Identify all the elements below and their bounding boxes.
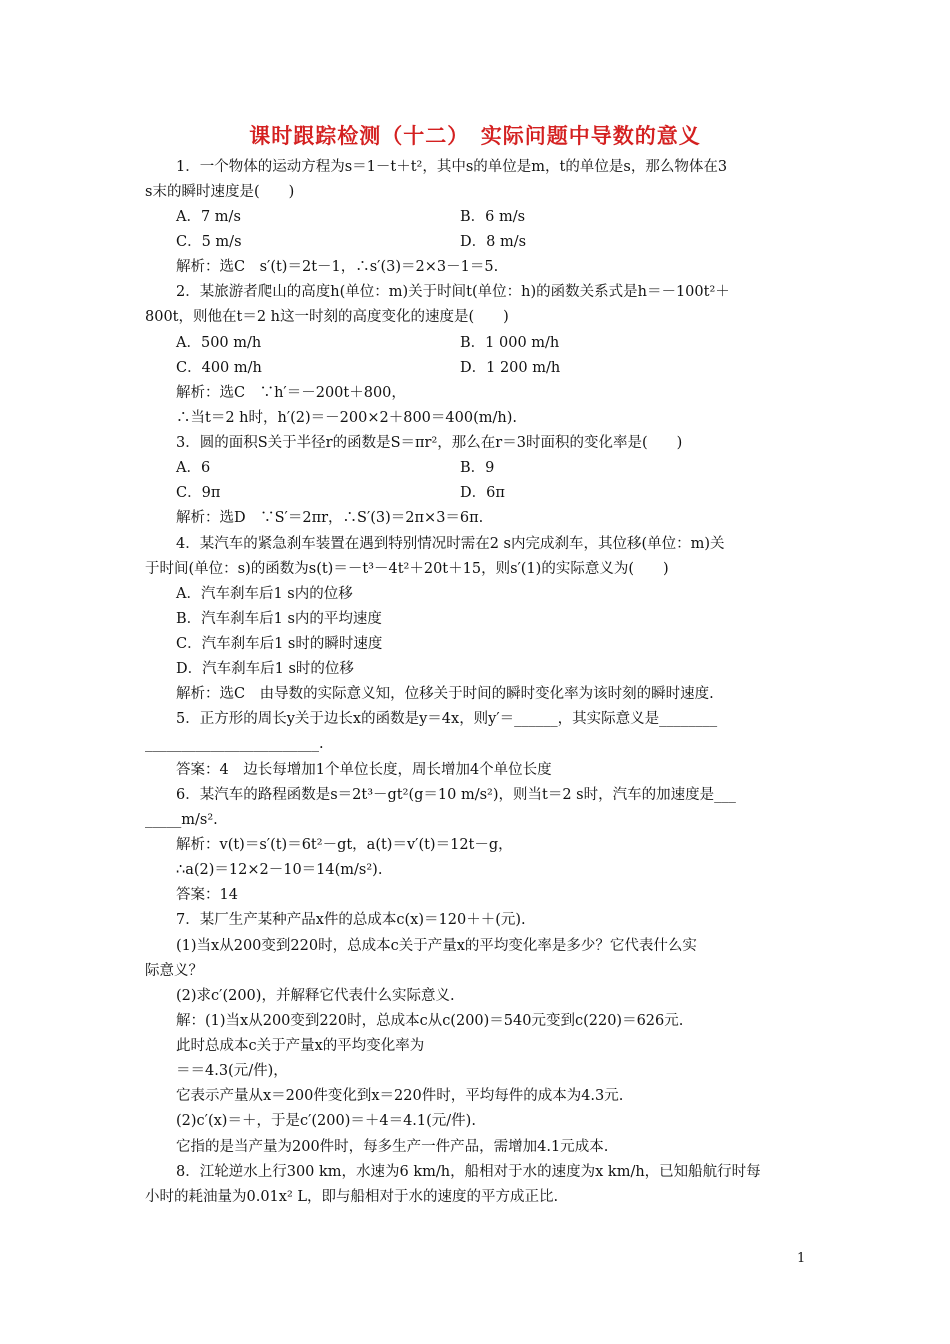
question-8-text-cont: 小时的耗油量为0.01x² L，即与船相对于水的速度的平方成正比. bbox=[145, 1189, 559, 1205]
question-7-text: 7．某厂生产某种产品x件的总成本c(x)＝120＋＋(元). bbox=[176, 912, 526, 928]
question-1-text-cont: s末的瞬时速度是( ) bbox=[145, 184, 295, 200]
solution-6: 解析：v(t)＝s′(t)＝6t²－gt，a(t)＝v′(t)＝12t－g， bbox=[176, 837, 513, 853]
solution-4: 解析：选C 由导数的实际意义知，位移关于时间的瞬时变化率为该时刻的瞬时速度. bbox=[176, 686, 714, 702]
question-4-text: 4．某汽车的紧急刹车装置在遇到特别情况时需在2 s内完成刹车，其位移(单位：m)关 bbox=[176, 536, 725, 552]
question-5-text-cont: ________________________. bbox=[145, 736, 324, 752]
option-d: D．汽车刹车后1 s时的位移 bbox=[176, 661, 354, 677]
solution-7-line: 此时总成本c关于产量x的平均变化率为 bbox=[176, 1038, 425, 1054]
question-3-text: 3．圆的面积S关于半径r的函数是S＝πr²，那么在r＝3时面积的变化率是( ) bbox=[176, 435, 683, 451]
solution-1: 解析：选C s′(t)＝2t－1，∴s′(3)＝2×3－1＝5. bbox=[176, 259, 499, 275]
option-c: C．汽车刹车后1 s时的瞬时速度 bbox=[176, 636, 383, 652]
question-7-part-1: (1)当x从200变到220时，总成本c关于产量x的平均变化率是多少？它代表什么实 bbox=[176, 938, 697, 954]
option-b: B．汽车刹车后1 s内的平均速度 bbox=[176, 611, 382, 627]
answer-6: 答案：14 bbox=[176, 887, 238, 903]
option-d: D．6π bbox=[460, 485, 505, 501]
option-b: B．9 bbox=[460, 460, 495, 476]
option-c: C．9π bbox=[176, 485, 221, 501]
question-2-text: 2．某旅游者爬山的高度h(单位：m)关于时间t(单位：h)的函数关系式是h＝－100t²＋ bbox=[176, 284, 730, 300]
solution-2: 解析：选C ∵h′＝－200t＋800， bbox=[176, 385, 406, 401]
option-c: C．5 m/s bbox=[176, 234, 242, 250]
question-7-part-1-cont: 际意义？ bbox=[145, 963, 203, 979]
question-2-text-cont: 800t，则他在t＝2 h这一时刻的高度变化的速度是( ) bbox=[145, 309, 509, 325]
question-6-text: 6．某汽车的路程函数是s＝2t³－gt²(g＝10 m/s²)，则当t＝2 s时，汽车的加速度是___ bbox=[176, 787, 736, 803]
question-7-part-2: (2)求c′(200)，并解释它代表什么实际意义. bbox=[176, 988, 455, 1004]
option-b: B．6 m/s bbox=[460, 209, 526, 225]
option-a: A．汽车刹车后1 s内的位移 bbox=[176, 586, 353, 602]
option-a: A．6 bbox=[176, 460, 211, 476]
option-a: A．7 m/s bbox=[176, 209, 241, 225]
solution-7-line: (2)c′(x)＝＋，于是c′(200)＝＋4＝4.1(元/件). bbox=[176, 1113, 476, 1129]
question-5-text: 5．正方形的周长y关于边长x的函数是y＝4x，则y′＝______，其实际意义是________ bbox=[176, 711, 718, 727]
option-d: D．8 m/s bbox=[460, 234, 527, 250]
option-a: A．500 m/h bbox=[176, 335, 262, 351]
option-c: C．400 m/h bbox=[176, 360, 262, 376]
solution-7-line: 它表示产量从x＝200件变化到x＝220件时，平均每件的成本为4.3元. bbox=[176, 1088, 624, 1104]
question-1-text: 1．一个物体的运动方程为s＝1－t＋t²，其中s的单位是m，t的单位是s，那么物体在3 bbox=[176, 159, 728, 175]
option-b: B．1 000 m/h bbox=[460, 335, 560, 351]
answer-5: 答案：4 边长每增加1个单位长度，周长增加4个单位长度 bbox=[176, 762, 552, 778]
solution-7-line: ＝＝4.3(元/件)， bbox=[176, 1063, 288, 1079]
solution-2-cont: ∴当t＝2 h时，h′(2)＝－200×2＋800＝400(m/h). bbox=[176, 410, 517, 426]
solution-7: 解：(1)当x从200变到220时，总成本c从c(200)＝540元变到c(220)＝626元. bbox=[176, 1013, 684, 1029]
solution-3: 解析：选D ∵S′＝2πr，∴S′(3)＝2π×3＝6π. bbox=[176, 510, 484, 526]
question-8-text: 8．江轮逆水上行300 km，水速为6 km/h，船相对于水的速度为x km/h，已知船航行时每 bbox=[176, 1164, 761, 1180]
solution-7-line: 它指的是当产量为200件时，每多生产一件产品，需增加4.1元成本. bbox=[176, 1139, 609, 1155]
solution-6-cont: ∴a(2)＝12×2－10＝14(m/s²). bbox=[176, 862, 383, 878]
page-number: 1 bbox=[797, 1251, 806, 1266]
page-title: 课时跟踪检测（十二） 实际问题中导数的意义 bbox=[249, 124, 701, 148]
question-4-text-cont: 于时间(单位：s)的函数为s(t)＝－t³－4t²＋20t＋15，则s′(1)的实际意义为( ) bbox=[145, 561, 669, 577]
question-6-text-cont: _____m/s². bbox=[145, 812, 218, 828]
option-d: D．1 200 m/h bbox=[460, 360, 561, 376]
